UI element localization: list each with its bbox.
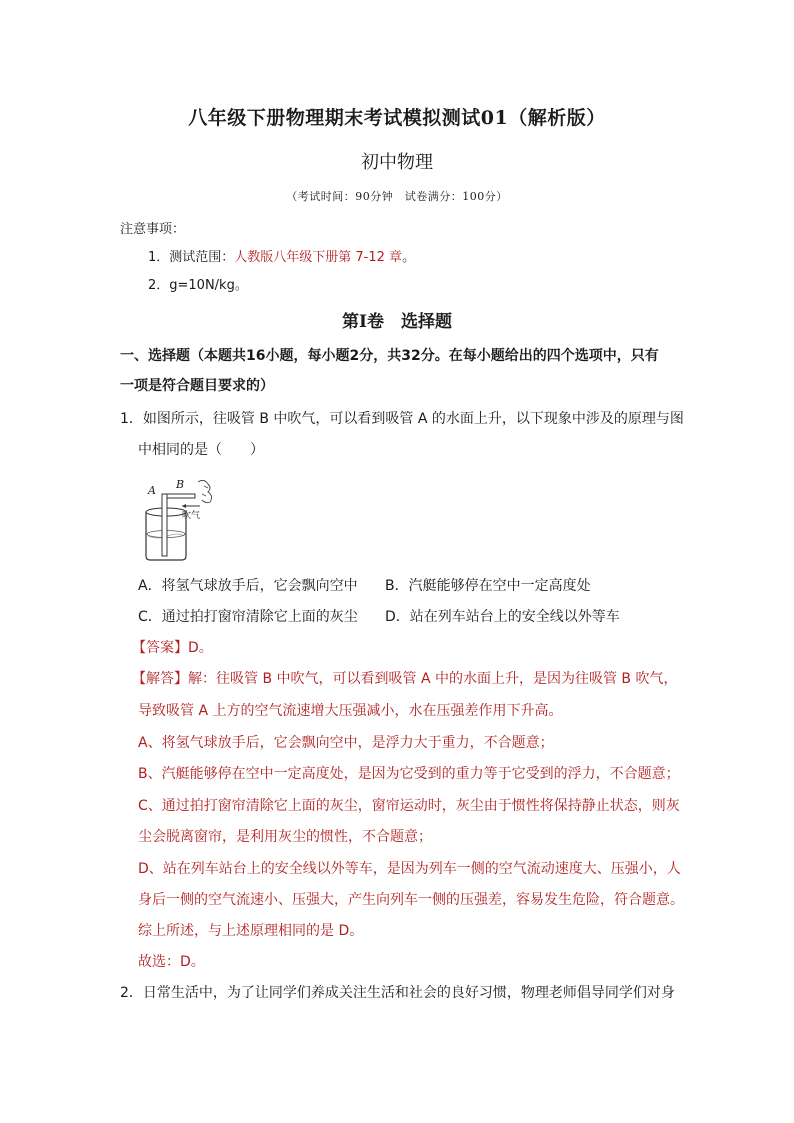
blow-arrow-head xyxy=(182,504,186,508)
note-item-1-highlight: 人教版八年级下册第 7-12 章 xyxy=(234,250,403,265)
question-2-line1: 2．日常生活中，为了让同学们养成关注生活和社会的良好习惯，物理老师倡导同学们对身 xyxy=(120,985,675,1001)
label-a: A xyxy=(148,484,156,497)
option-d: D．站在列车站台上的安全线以外等车 xyxy=(385,609,620,625)
explain-b: B、汽艇能够停在空中一定高度处，是因为它受到的重力等于它受到的浮力，不合题意； xyxy=(138,766,680,782)
option-a: A．将氢气球放手后，它会飘向空中 xyxy=(138,578,358,594)
page-title: 八年级下册物理期末考试模拟测试01（解析版） xyxy=(188,107,606,129)
explain-c-line1: C、通过拍打窗帘清除它上面的灰尘，窗帘运动时，灰尘由于惯性将保持静止状态，则灰 xyxy=(138,798,680,814)
page-subtitle: 初中物理 xyxy=(361,152,433,173)
summary-line: 综上所述，与上述原理相同的是 D。 xyxy=(138,923,364,939)
straw-beaker-svg xyxy=(138,474,222,562)
note-item-1-suffix: 。 xyxy=(402,250,416,265)
option-b: B．汽艇能够停在空中一定高度处 xyxy=(385,578,591,594)
explain-a: A、将氢气球放手后，它会飘向空中，是浮力大于重力，不合题意； xyxy=(138,735,554,751)
note-item-1 xyxy=(148,246,415,265)
answer-value: D。 xyxy=(188,640,213,656)
explain-d-line1: D、站在列车站台上的安全线以外等车，是因为列车一侧的空气流动速度大、压强小，人 xyxy=(138,861,681,877)
analysis-text-1: 解：往吸管 B 中吹气，可以看到吸管 A 中的水面上升，是因为往吸管 B 吹气， xyxy=(188,671,678,687)
straw-beaker-figure xyxy=(138,474,222,562)
straw-a xyxy=(162,494,167,556)
explain-d-line2: 身后一侧的空气流速小、压强大，产生向列车一侧的压强差，容易发生危险，符合题意。 xyxy=(138,892,684,908)
analysis-tag: 【解答】 xyxy=(132,671,188,687)
face-sketch xyxy=(198,480,212,502)
note-item-2: 2．g=10N/kg。 xyxy=(148,278,248,293)
choose-line: 故选：D。 xyxy=(138,954,205,970)
analysis-line1 xyxy=(132,668,678,688)
section-title: 第Ⅰ卷 选择题 xyxy=(342,312,452,332)
part-heading-line1: 一、选择题（本题共16小题，每小题2分，共32分。在每小题给出的四个选项中，只有 xyxy=(120,348,659,364)
question-1-line2: 中相同的是（ ） xyxy=(138,442,264,458)
note-item-1-prefix: 1．测试范围： xyxy=(148,250,235,265)
part-heading-line2: 一项是符合题目要求的） xyxy=(120,378,274,394)
option-c: C．通过拍打窗帘清除它上面的灰尘 xyxy=(138,609,358,625)
exam-meta: （考试时间：90分钟 试卷满分：100分） xyxy=(286,190,508,203)
face-detail xyxy=(202,486,208,496)
label-blow: 吹气 xyxy=(182,511,201,521)
label-b: B xyxy=(176,478,185,491)
answer-tag: 【答案】 xyxy=(132,640,188,656)
analysis-line2: 导致吸管 A 上方的空气流速增大压强减小，水在压强差作用下升高。 xyxy=(138,703,563,719)
question-1-line1: 1．如图所示，往吸管 B 中吹气，可以看到吸管 A 的水面上升，以下现象中涉及的原理与图 xyxy=(120,411,684,427)
notes-heading: 注意事项： xyxy=(120,222,186,237)
explain-c-line2: 尘会脱离窗帘，是利用灰尘的惯性，不合题意； xyxy=(138,829,432,845)
answer-line xyxy=(132,637,213,657)
straw-b xyxy=(167,494,195,498)
